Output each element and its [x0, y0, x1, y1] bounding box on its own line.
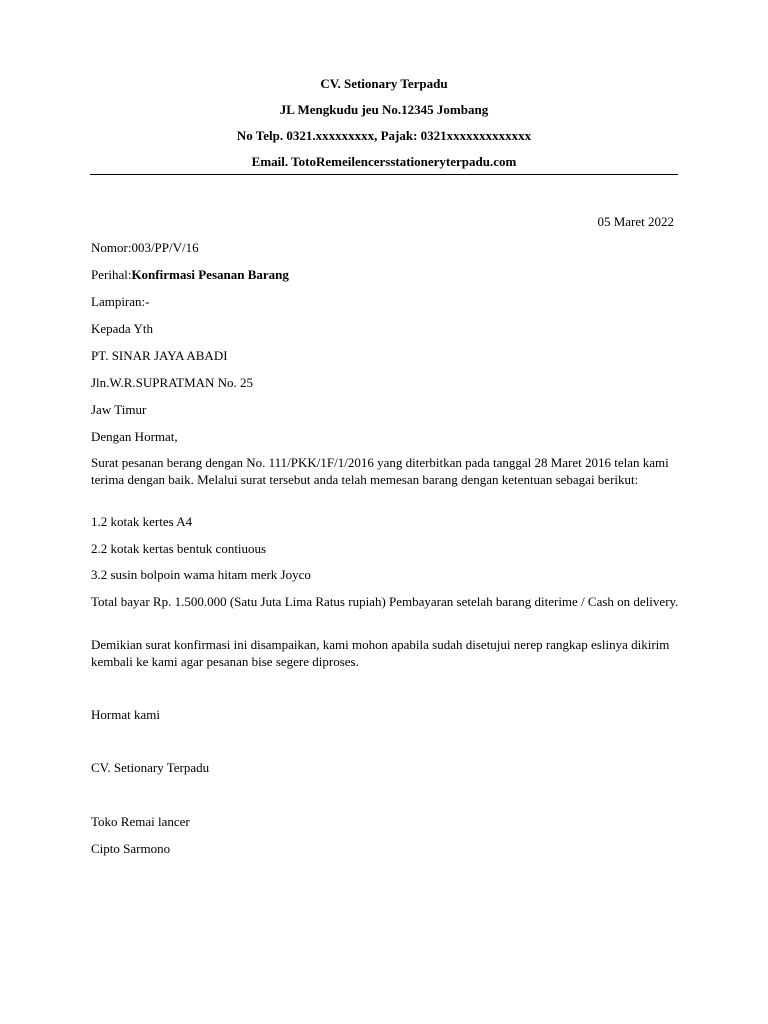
company-name: CV. Setionary Terpadu	[320, 76, 448, 91]
closing-paragraph: Demikian surat konfirmasi ini disampaikan, kami mohon apabila sudah disetujui nerep rangkap eslinya dikirim kembali ke kami agar pesanan bise segere diproses.	[91, 637, 670, 669]
recipient-name: PT. SINAR JAYA ABADI	[91, 348, 228, 363]
letter-subject	[91, 267, 289, 283]
recipient-street: Jln.W.R.SUPRATMAN No. 25	[91, 375, 254, 390]
signoff-regards: Hormat kami	[91, 707, 160, 722]
signoff-store: Toko Remai lancer	[91, 814, 190, 829]
recipient-salutation: Kepada Yth	[91, 321, 153, 336]
greeting: Dengan Hormat,	[91, 429, 178, 444]
subject-value: Konfirmasi Pesanan Barang	[131, 267, 289, 282]
letter-attachment: Lampiran:-	[91, 294, 150, 309]
order-item: 2.2 kotak kertas bentuk contiuous	[91, 541, 267, 556]
letter-date: 05 Maret 2022	[597, 214, 674, 229]
recipient-region: Jaw Timur	[91, 402, 147, 417]
payment-paragraph: Total bayar Rp. 1.500.000 (Satu Juta Lima Ratus rupiah) Pembayaran setelah barang diterime / Cash on delivery.	[91, 594, 679, 609]
order-item: 1.2 kotak kertes A4	[91, 514, 193, 529]
company-phone: No Telp. 0321.xxxxxxxxx, Pajak: 0321xxxxxxxxxxxxx	[236, 128, 532, 143]
company-address: JL Mengkudu jeu No.12345 Jombang	[279, 102, 489, 117]
company-email: Email. TotoRemeilencersstationeryterpadu.com	[251, 154, 517, 169]
order-item: 3.2 susin bolpoin wama hitam merk Joyco	[91, 567, 311, 582]
intro-paragraph: Surat pesanan berang dengan No. 111/PKK/1F/1/2016 yang diterbitkan pada tanggal 28 Maret 2016 telan kami terima dengan baik. Melalui surat tersebut anda telah memesan barang dengan ketentuan sebagai berikut:	[91, 455, 669, 487]
signoff-signer: Cipto Sarmono	[91, 841, 171, 856]
letterhead	[90, 76, 678, 170]
signoff-company: CV. Setionary Terpadu	[91, 760, 210, 775]
letter-number: Nomor:003/PP/V/16	[91, 240, 199, 255]
letterhead-divider	[90, 174, 678, 175]
subject-label: Perihal:	[91, 267, 132, 282]
